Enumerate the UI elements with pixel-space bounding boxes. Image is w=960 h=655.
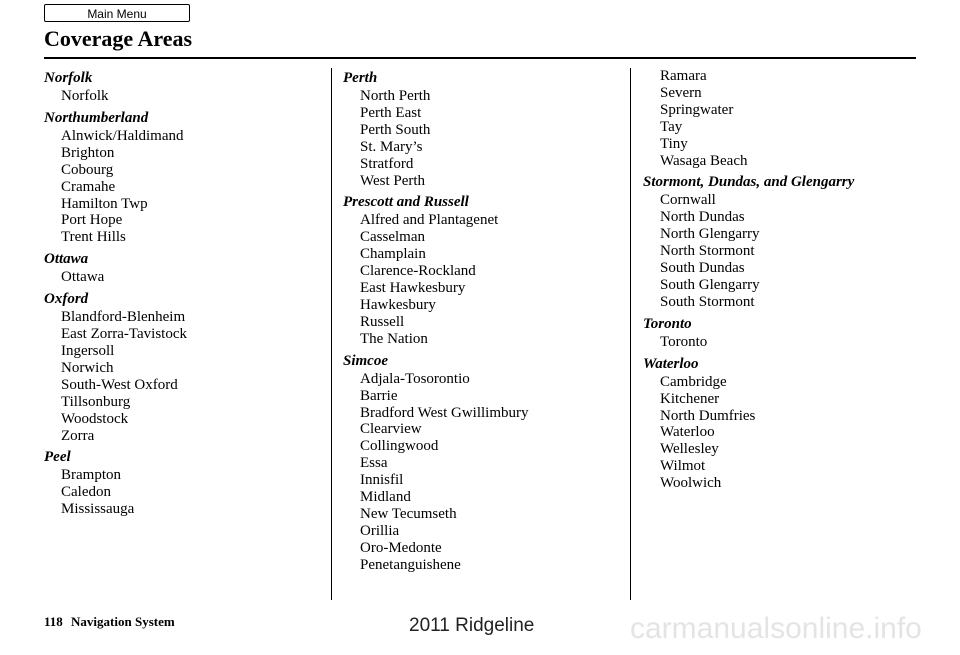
town-item: North Perth	[360, 88, 431, 104]
town-item: South-West Oxford	[61, 376, 178, 393]
town-item: Russell	[360, 313, 405, 330]
region-heading: Northumberland	[44, 109, 149, 126]
town-item: Essa	[360, 455, 388, 472]
column-divider-2	[630, 68, 631, 600]
town-item: Tiny	[660, 135, 688, 152]
town-list	[343, 371, 623, 574]
town-item: North Dundas	[660, 209, 745, 226]
town-item: Mississauga	[61, 501, 135, 518]
town-item: Waterloo	[660, 424, 715, 441]
town-item: South Glengarry	[660, 276, 760, 293]
town-item: Zorra	[61, 427, 95, 444]
town-item: South Dundas	[660, 260, 745, 277]
town-item: Brampton	[61, 467, 121, 484]
column-3	[643, 68, 923, 495]
region-heading: Norfolk	[44, 70, 93, 86]
town-item: Severn	[660, 84, 702, 101]
town-item: Oro-Medonte	[360, 539, 442, 556]
town-item: North Stormont	[660, 243, 755, 260]
page-title: Coverage Areas	[44, 26, 193, 51]
town-item: Norwich	[61, 359, 114, 376]
town-item: Orillia	[360, 522, 400, 539]
town-item: North Dumfries	[660, 407, 756, 424]
column-1	[44, 68, 324, 521]
town-item: Brighton	[61, 144, 115, 161]
region-heading: Stormont, Dundas, and Glengarry	[643, 174, 855, 191]
town-item: St. Mary’s	[360, 138, 423, 155]
town-item: Collingwood	[360, 438, 439, 455]
town-item: New Tecumseth	[360, 505, 457, 522]
town-item: North Glengarry	[660, 226, 760, 243]
region-heading: Prescott and Russell	[343, 194, 469, 211]
town-item: Clearview	[360, 421, 422, 438]
town-item: Ottawa	[61, 269, 105, 286]
town-item: South Stormont	[660, 293, 755, 310]
town-item: Casselman	[360, 229, 425, 246]
region-heading: Toronto	[643, 315, 692, 332]
town-item: Woolwich	[660, 475, 722, 492]
town-item: Wilmot	[660, 458, 706, 475]
town-item: Springwater	[660, 101, 734, 118]
region-heading: Peel	[44, 449, 71, 466]
town-item: Hamilton Twp	[61, 195, 148, 212]
town-item: Cramahe	[61, 178, 116, 195]
town-item: Alfred and Plantagenet	[360, 212, 499, 229]
site-watermark: carmanualsonline.info	[630, 612, 922, 645]
town-item: Port Hope	[61, 212, 123, 229]
page-number: 118	[44, 614, 63, 629]
town-list	[44, 269, 324, 286]
town-item: Innisfil	[360, 472, 404, 489]
town-item: Cornwall	[660, 192, 716, 209]
town-item: Cambridge	[660, 373, 727, 390]
town-item: Champlain	[360, 246, 426, 263]
region-heading: Ottawa	[44, 251, 89, 268]
town-list	[44, 88, 324, 105]
town-list	[343, 212, 623, 347]
main-menu-button[interactable]: Main Menu	[44, 4, 190, 22]
town-item: Adjala-Tosorontio	[360, 370, 470, 387]
town-list	[643, 334, 923, 351]
town-item: Hawkesbury	[360, 296, 436, 313]
town-list	[643, 192, 923, 310]
section-name: Navigation System	[71, 614, 175, 629]
town-item: Wellesley	[660, 441, 719, 458]
town-item: East Zorra-Tavistock	[61, 326, 187, 343]
town-item: Alnwick/Haldimand	[61, 127, 184, 144]
town-item: Wasaga Beach	[660, 152, 748, 169]
town-item: Stratford	[360, 155, 414, 172]
town-item: Woodstock	[61, 410, 129, 427]
town-item: Ramara	[660, 68, 707, 84]
town-item: Barrie	[360, 387, 398, 404]
town-item: Toronto	[660, 333, 708, 350]
town-item: East Hawkesbury	[360, 280, 466, 297]
region-heading: Perth	[343, 70, 378, 86]
town-list	[44, 467, 324, 518]
town-list	[643, 374, 923, 492]
town-list	[343, 88, 623, 189]
town-item: Tay	[660, 118, 683, 135]
title-rule	[44, 57, 916, 59]
region-heading: Oxford	[44, 291, 89, 308]
town-list	[44, 128, 324, 246]
town-item: Kitchener	[660, 390, 720, 407]
town-list	[643, 68, 923, 169]
town-item: Penetanguishene	[360, 556, 461, 573]
region-heading: Simcoe	[343, 352, 388, 369]
town-item: Perth East	[360, 104, 422, 121]
region-heading: Waterloo	[643, 355, 699, 372]
vehicle-watermark: 2011 Ridgeline	[409, 615, 535, 636]
town-item: West Perth	[360, 172, 426, 189]
town-item: Tillsonburg	[61, 393, 131, 410]
town-item: Trent Hills	[61, 229, 126, 246]
town-list	[44, 309, 324, 444]
town-item: Caledon	[61, 484, 111, 501]
page-footer	[44, 614, 175, 630]
town-item: Ingersoll	[61, 342, 115, 359]
town-item: Blandford-Blenheim	[61, 309, 186, 326]
column-divider-1	[331, 68, 332, 600]
town-item: Midland	[360, 489, 411, 506]
town-item: Clarence-Rockland	[360, 263, 476, 280]
town-item: Bradford West Gwillimbury	[360, 404, 529, 421]
town-item: Norfolk	[61, 88, 109, 104]
town-item: Cobourg	[61, 161, 114, 178]
town-item: The Nation	[360, 330, 428, 347]
column-2	[343, 68, 623, 577]
town-item: Perth South	[360, 121, 431, 138]
